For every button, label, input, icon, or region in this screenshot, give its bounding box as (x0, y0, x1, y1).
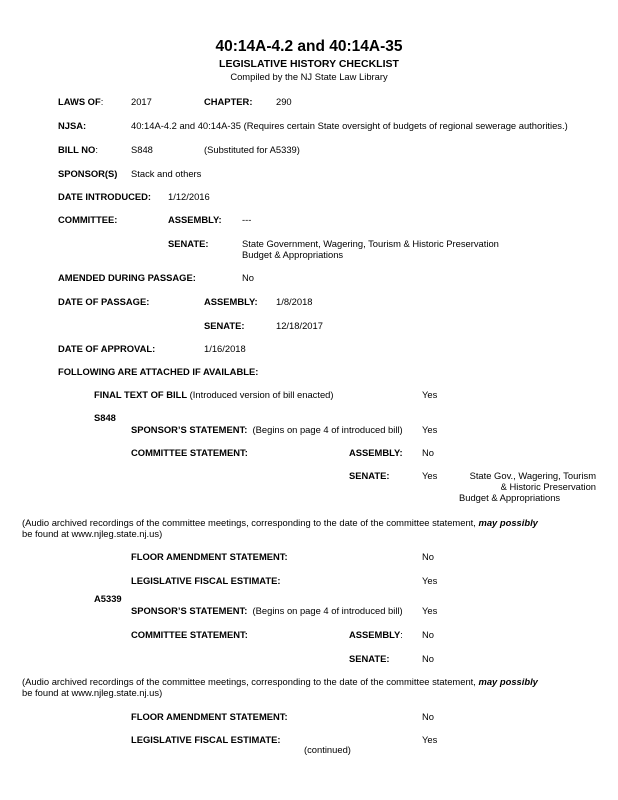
a5339-sponsor-value: Yes (422, 605, 438, 616)
audio-note-2-line2: be found at www.njleg.state.nj.us) (22, 687, 163, 698)
bill-no-value: S848 (131, 144, 153, 155)
document-title: 40:14A-4.2 and 40:14A-35 (215, 38, 403, 55)
bill-no-note: (Substituted for A5339) (204, 144, 300, 155)
date-of-passage-label: DATE OF PASSAGE: (58, 296, 150, 307)
a5339-fiscal-value: Yes (422, 734, 438, 745)
committee-assembly-label: ASSEMBLY: (168, 214, 222, 225)
date-introduced-value: 1/12/2016 (168, 191, 210, 202)
date-of-approval-label: DATE OF APPROVAL: (58, 343, 156, 354)
a5339-assembly-value: No (422, 629, 434, 640)
s848-senate-label: SENATE: (349, 470, 390, 481)
a5339-sponsor-row (131, 606, 403, 617)
document-subtitle: LEGISLATIVE HISTORY CHECKLIST (219, 58, 399, 70)
a5339-sponsor-note: (Begins on page 4 of introduced bill) (252, 605, 403, 616)
sponsors-value: Stack and others (131, 168, 202, 179)
s848-committee-label: COMMITTEE STATEMENT: (131, 447, 248, 458)
final-text-label: FINAL TEXT OF BILL (94, 389, 188, 400)
s848-senate-committees-3: Budget & Appropriations (459, 492, 561, 503)
s848-sponsor-value: Yes (422, 424, 438, 435)
s848-assembly-value: No (422, 447, 434, 458)
committee-senate-label: SENATE: (168, 238, 209, 249)
a5339-senate-value: No (422, 653, 434, 664)
a5339-senate-label: SENATE: (349, 653, 390, 664)
final-text-value: Yes (422, 389, 438, 400)
committee-assembly-value: --- (242, 214, 252, 225)
committee-senate-value-1: State Government, Wagering, Tourism & Historic Preservation (242, 238, 499, 249)
a5339-sponsor-label: SPONSOR’S STATEMENT: (131, 605, 248, 616)
laws-of-label: LAWS OF: (58, 96, 104, 107)
s848-fiscal-label: LEGISLATIVE FISCAL ESTIMATE: (131, 575, 281, 586)
audio-note-1-line2: be found at www.njleg.state.nj.us) (22, 528, 163, 539)
chapter-value: 290 (276, 96, 292, 107)
s848-senate-committees-2: & Historic Preservation (500, 481, 596, 492)
s848-floor-label: FLOOR AMENDMENT STATEMENT: (131, 551, 288, 562)
a5339-bill-label: A5339 (94, 593, 122, 604)
sponsors-label: SPONSOR(S) (58, 168, 118, 179)
audio-note-2-text: (Audio archived recordings of the committee meetings, corresponding to the date of the committee statement, (22, 676, 476, 687)
audio-note-2-emphasis: may possibly (478, 676, 538, 687)
s848-fiscal-value: Yes (422, 575, 438, 586)
bill-no-label: BILL NO: (58, 144, 98, 155)
date-of-approval-value: 1/16/2018 (204, 343, 246, 354)
s848-assembly-label: ASSEMBLY: (349, 447, 403, 458)
passage-assembly-value: 1/8/2018 (276, 296, 313, 307)
a5339-committee-label: COMMITTEE STATEMENT: (131, 629, 248, 640)
s848-sponsor-label: SPONSOR’S STATEMENT: (131, 424, 248, 435)
a5339-assembly-label: ASSEMBLY: (349, 629, 403, 640)
s848-bill-label: S848 (94, 412, 116, 423)
audio-note-1-emphasis: may possibly (478, 517, 538, 528)
njsa-value: 40:14A-4.2 and 40:14A-35 (Requires certain State oversight of budgets of regional sewerage authorities.) (131, 120, 568, 131)
amended-label: AMENDED DURING PASSAGE: (58, 272, 196, 283)
s848-senate-value: Yes (422, 470, 438, 481)
amended-value: No (242, 272, 254, 283)
following-heading: FOLLOWING ARE ATTACHED IF AVAILABLE: (58, 366, 259, 377)
a5339-floor-label: FLOOR AMENDMENT STATEMENT: (131, 711, 288, 722)
compiled-by: Compiled by the NJ State Law Library (230, 71, 388, 82)
s848-senate-committees-1: State Gov., Wagering, Tourism (469, 470, 596, 481)
a5339-floor-value: No (422, 711, 434, 722)
s848-floor-value: No (422, 551, 434, 562)
committee-senate-value-2: Budget & Appropriations (242, 249, 344, 260)
njsa-label: NJSA: (58, 120, 87, 131)
committee-label: COMMITTEE: (58, 214, 118, 225)
passage-senate-value: 12/18/2017 (276, 320, 323, 331)
laws-of-value: 2017 (131, 96, 152, 107)
passage-senate-label: SENATE: (204, 320, 245, 331)
continued-note: (continued) (304, 744, 351, 755)
date-introduced-label: DATE INTRODUCED: (58, 191, 152, 202)
s848-sponsor-note: (Begins on page 4 of introduced bill) (252, 424, 403, 435)
a5339-fiscal-label: LEGISLATIVE FISCAL ESTIMATE: (131, 734, 281, 745)
s848-sponsor-row (131, 425, 403, 436)
final-text-row (94, 390, 334, 401)
final-text-note: (Introduced version of bill enacted) (189, 389, 334, 400)
audio-note-1-text: (Audio archived recordings of the committee meetings, corresponding to the date of the committee statement, (22, 517, 476, 528)
passage-assembly-label: ASSEMBLY: (204, 296, 258, 307)
chapter-label: CHAPTER: (204, 96, 253, 107)
